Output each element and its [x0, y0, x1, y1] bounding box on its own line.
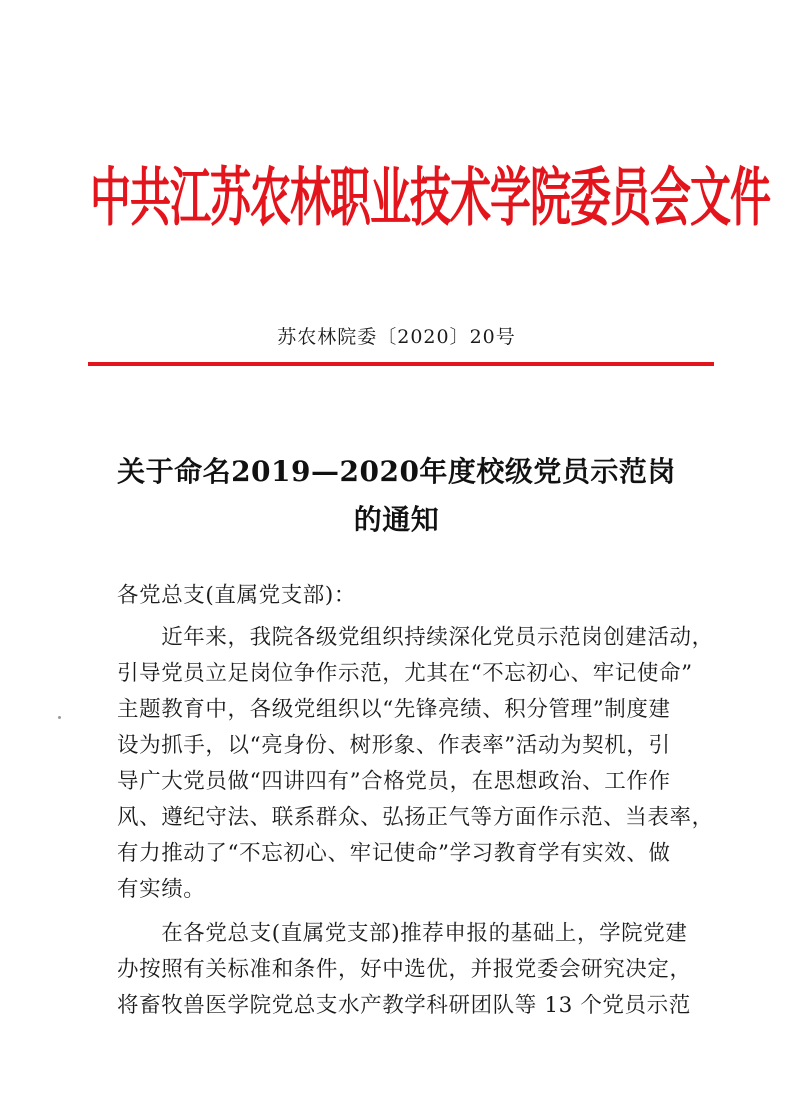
- scan-speck: [58, 716, 61, 719]
- body-line: 有力推动了“不忘初心、牢记使命”学习教育学有实效、做: [117, 841, 671, 866]
- notice-title-line-2: 的通知: [353, 503, 440, 536]
- salutation: 各党总支(直属党支部)：: [117, 583, 356, 608]
- notice-title-line-1: 关于命名2019—2020年度校级党员示范岗: [117, 455, 676, 488]
- body-line: 有实绩。: [117, 877, 206, 902]
- org-document-header: 中共江苏农林职业技术学院委员会文件: [90, 160, 770, 236]
- red-divider-rule: [88, 362, 714, 366]
- body-line: 引导党员立足岗位争作示范，尤其在“不忘初心、牢记使命”: [117, 661, 693, 686]
- body-line: 主题教育中，各级党组织以“先锋亮绩、积分管理”制度建: [117, 697, 671, 722]
- body-line: 风、遵纪守法、联系群众、弘扬正气等方面作示范、当表率，: [117, 805, 714, 830]
- body-line: 办按照有关标准和条件，好中选优，并报党委会研究决定，: [117, 957, 692, 982]
- body-line: 近年来，我院各级党组织持续深化党员示范岗创建活动，: [117, 625, 714, 650]
- document-number: 苏农林院委〔2020〕20号: [277, 326, 516, 348]
- body-line: 设为抓手，以“亮身份、树形象、作表率”活动为契机，引: [117, 733, 671, 758]
- body-line: 将畜牧兽医学院党总支水产教学科研团队等 13 个党员示范: [117, 993, 691, 1018]
- body-line: 在各党总支(直属党支部)推荐申报的基础上，学院党建: [117, 921, 688, 946]
- body-line: 导广大党员做“四讲四有”合格党员，在思想政治、工作作: [117, 769, 671, 794]
